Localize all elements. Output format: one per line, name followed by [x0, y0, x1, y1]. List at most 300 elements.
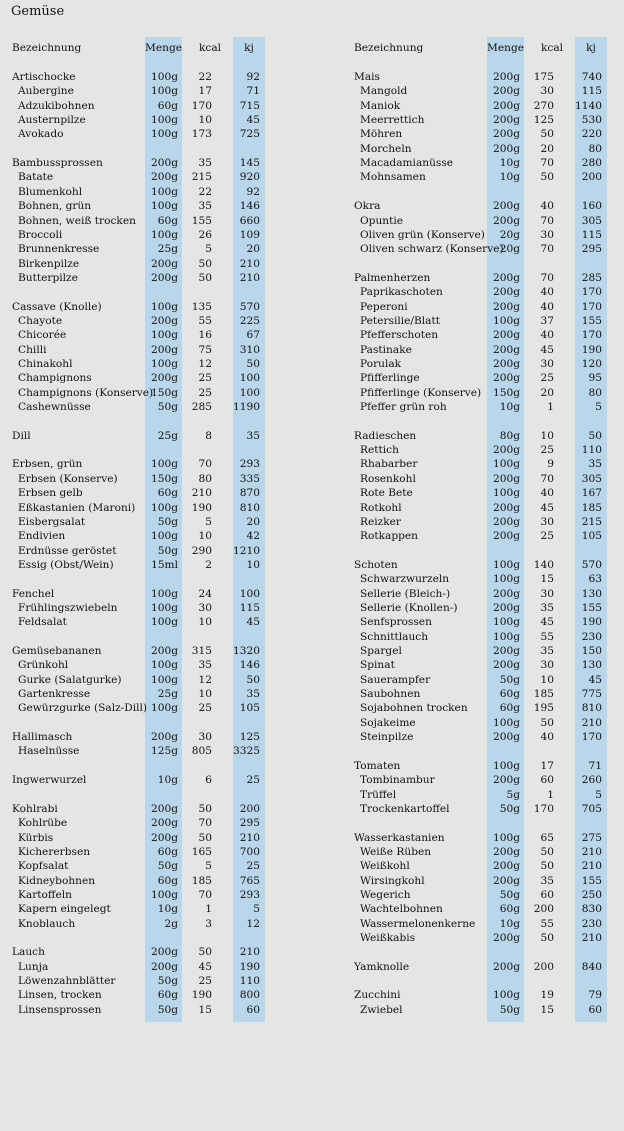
amount-cell: 200g [492, 99, 520, 112]
kcal-cell: 25 [198, 975, 212, 988]
kcal-cell: 30 [540, 659, 554, 672]
amount-cell: 200g [150, 831, 178, 844]
kcal-cell: 50 [540, 716, 554, 729]
kj-cell: 830 [581, 903, 602, 916]
kj-cell: 20 [246, 243, 260, 256]
amount-cell: 60g [157, 989, 178, 1002]
kj-cell: 280 [581, 157, 602, 170]
table-header [0, 41, 300, 55]
table-row [342, 587, 624, 601]
vegetable-name: Porulak [360, 358, 402, 370]
table-row [342, 314, 624, 328]
kj-cell: 100 [239, 587, 260, 600]
table-row [342, 701, 624, 715]
amount-cell: 100g [150, 888, 178, 901]
vegetable-name: Kohlrabi [12, 802, 58, 815]
kj-cell: 295 [581, 243, 602, 256]
kj-cell: 71 [588, 759, 602, 772]
page-title: Gemüse [11, 4, 65, 19]
table-row [0, 544, 300, 558]
vegetable-name: Wasserkastanien [354, 831, 445, 844]
kj-cell: 210 [239, 831, 260, 844]
vegetable-name: Champignons [18, 372, 92, 385]
vegetable-name: Chicorée [18, 329, 67, 342]
table-row [342, 343, 624, 357]
table-row [0, 859, 300, 873]
vegetable-name: Cashewnüsse [18, 401, 91, 414]
table-row [342, 558, 624, 572]
kcal-cell: 195 [533, 702, 554, 715]
vegetable-name: Schnittlauch [360, 630, 429, 643]
table-row [0, 214, 300, 228]
amount-cell: 100g [492, 831, 520, 844]
kcal-cell: 25 [198, 702, 212, 715]
kcal-cell: 45 [540, 343, 554, 356]
table-row [342, 673, 624, 687]
kj-cell: 335 [239, 472, 260, 485]
amount-cell: 200g [150, 946, 178, 959]
table-row [0, 902, 300, 916]
amount-cell: 200g [492, 587, 520, 600]
kj-cell: 25 [246, 860, 260, 873]
kj-cell: 230 [581, 630, 602, 643]
table-row [0, 744, 300, 758]
kj-cell: 105 [581, 530, 602, 543]
amount-cell: 200g [492, 845, 520, 858]
kj-cell: 210 [581, 845, 602, 858]
vegetable-name: Spargel [360, 645, 402, 657]
vegetable-name: Möhren [360, 128, 403, 141]
kj-cell: 260 [581, 774, 602, 787]
amount-cell: 200g [492, 932, 520, 944]
table-row [0, 343, 300, 357]
vegetable-name: Hallimasch [12, 731, 73, 744]
kj-cell: 12 [246, 917, 260, 930]
amount-cell: 100g [150, 114, 178, 127]
table-row [0, 99, 300, 113]
vegetable-name: Kürbis [18, 831, 54, 844]
amount-cell: 200g [492, 530, 520, 543]
amount-cell: 10g [499, 401, 520, 414]
kcal-cell: 185 [191, 874, 212, 887]
amount-cell: 200g [492, 501, 520, 514]
vegetable-name: Grünkohl [18, 659, 69, 672]
kj-cell: 120 [581, 358, 602, 370]
vegetable-name: Macadamianüsse [360, 157, 454, 170]
amount-cell: 100g [492, 487, 520, 500]
amount-cell: 10g [499, 917, 520, 930]
kcal-cell: 173 [191, 128, 212, 141]
kj-cell: 810 [239, 501, 260, 514]
kj-cell: 35 [246, 688, 260, 701]
amount-cell: 100g [150, 128, 178, 141]
table-row [0, 328, 300, 342]
vegetable-name: Knoblauch [18, 917, 76, 930]
table-row [0, 845, 300, 859]
amount-cell: 200g [492, 601, 520, 614]
amount-cell: 200g [492, 214, 520, 227]
amount-cell: 50g [157, 544, 178, 557]
kj-cell: 60 [588, 1003, 602, 1016]
vegetable-name: Wirsingkohl [360, 874, 425, 887]
kj-cell: 705 [581, 802, 602, 815]
vegetable-name: Opuntie [360, 214, 404, 227]
table-row [342, 199, 624, 213]
amount-cell: 60g [157, 99, 178, 112]
kj-cell: 160 [581, 200, 602, 213]
vegetable-name: Gurke (Salatgurke) [18, 673, 122, 686]
table-row [342, 170, 624, 184]
kj-cell: 170 [581, 731, 602, 744]
amount-cell: 100g [150, 601, 178, 614]
table-row [0, 558, 300, 572]
amount-cell: 100g [492, 759, 520, 772]
kj-cell: 200 [239, 802, 260, 815]
vegetable-name: Radieschen [354, 429, 417, 442]
table-row [0, 70, 300, 84]
vegetable-name: Kopfsalat [18, 860, 69, 873]
vegetable-name: Rote Bete [360, 487, 413, 500]
table-row [0, 802, 300, 816]
kj-cell: 230 [581, 917, 602, 930]
vegetable-name: Mohnsamen [360, 171, 426, 184]
amount-cell: 100g [492, 716, 520, 729]
kcal-cell: 805 [191, 745, 212, 758]
amount-cell: 50g [499, 802, 520, 815]
kcal-cell: 50 [198, 802, 212, 815]
vegetable-name: Tombinambur [360, 774, 435, 787]
kcal-cell: 50 [198, 257, 212, 270]
kcal-cell: 50 [198, 271, 212, 284]
vegetable-name: Kartoffeln [18, 888, 72, 901]
amount-cell: 200g [492, 860, 520, 873]
vegetable-name: Morcheln [360, 142, 412, 155]
kcal-cell: 210 [191, 487, 212, 500]
vegetable-name: Weißkohl [360, 860, 410, 873]
table-row [0, 515, 300, 529]
vegetable-name: Mais [354, 71, 380, 83]
kcal-cell: 185 [533, 688, 554, 701]
kcal-cell: 9 [547, 458, 554, 471]
amount-cell: 60g [499, 903, 520, 916]
amount-cell: 100g [150, 300, 178, 313]
table-row [0, 960, 300, 974]
amount-cell: 200g [492, 300, 520, 313]
kcal-cell: 12 [198, 358, 212, 370]
table-row [342, 242, 624, 256]
table-row [342, 472, 624, 486]
header-menge: Menge [487, 42, 524, 54]
kcal-cell: 55 [540, 630, 554, 643]
kcal-cell: 26 [198, 228, 212, 241]
amount-cell: 60g [157, 487, 178, 500]
vegetable-name: Bohnen, grün [18, 200, 92, 213]
amount-cell: 100g [150, 228, 178, 241]
kcal-cell: 165 [191, 845, 212, 858]
table-row [0, 170, 300, 184]
table-row [342, 300, 624, 314]
table-row [0, 429, 300, 443]
kj-cell: 80 [588, 142, 602, 155]
vegetable-name: Oliven grün (Konserve) [360, 228, 485, 241]
amount-cell: 50g [157, 1003, 178, 1016]
kj-cell: 1140 [575, 99, 602, 112]
kcal-cell: 315 [191, 645, 212, 657]
kcal-cell: 8 [205, 429, 212, 442]
vegetable-name: Gewürzgurke (Salz-Dill) [18, 702, 148, 715]
amount-cell: 25g [157, 243, 178, 256]
amount-cell: 200g [492, 271, 520, 284]
amount-cell: 100g [150, 71, 178, 83]
kcal-cell: 200 [533, 960, 554, 973]
amount-cell: 100g [150, 702, 178, 715]
table-row [342, 917, 624, 931]
amount-cell: 200g [150, 314, 178, 327]
kcal-cell: 10 [198, 688, 212, 701]
kj-cell: 167 [581, 487, 602, 500]
kcal-cell: 5 [205, 515, 212, 528]
table-row [342, 457, 624, 471]
vegetable-name: Essig (Obst/Wein) [18, 558, 114, 571]
table-row [0, 988, 300, 1002]
table-row [0, 701, 300, 715]
table-row [0, 127, 300, 141]
kcal-cell: 30 [540, 228, 554, 241]
kcal-cell: 40 [540, 487, 554, 500]
kj-cell: 1190 [233, 401, 260, 414]
kj-cell: 775 [581, 688, 602, 701]
kcal-cell: 30 [198, 731, 212, 744]
vegetable-name: Spinat [360, 659, 395, 672]
table-row [342, 285, 624, 299]
amount-cell: 125g [150, 745, 178, 758]
table-row [0, 185, 300, 199]
amount-cell: 200g [492, 874, 520, 887]
kj-cell: 45 [246, 114, 260, 127]
amount-cell: 100g [150, 659, 178, 672]
kj-cell: 95 [588, 372, 602, 385]
kcal-cell: 25 [540, 372, 554, 385]
kj-cell: 285 [581, 271, 602, 284]
vegetable-name: Peperoni [360, 300, 408, 313]
vegetable-name: Birkenpilze [18, 257, 80, 270]
kj-cell: 115 [581, 85, 602, 98]
kj-cell: 155 [581, 601, 602, 614]
table-row [342, 386, 624, 400]
vegetable-name: Feldsalat [18, 616, 67, 629]
kj-cell: 1210 [233, 544, 260, 557]
amount-cell: 200g [492, 329, 520, 342]
kj-cell: 67 [246, 329, 260, 342]
kj-cell: 810 [581, 702, 602, 715]
amount-cell: 200g [492, 960, 520, 973]
table-row [0, 156, 300, 170]
vegetable-name: Reizker [360, 515, 401, 528]
kcal-cell: 70 [540, 214, 554, 227]
kcal-cell: 270 [533, 99, 554, 112]
kcal-cell: 37 [540, 314, 554, 327]
table-row [342, 902, 624, 916]
amount-cell: 20g [499, 243, 520, 256]
vegetable-name: Cassave (Knolle) [12, 300, 102, 313]
table-row [342, 357, 624, 371]
table-row [0, 472, 300, 486]
kcal-cell: 215 [191, 171, 212, 184]
kcal-cell: 10 [198, 114, 212, 127]
table-row [0, 486, 300, 500]
table-row [342, 773, 624, 787]
table-row [0, 84, 300, 98]
table-row [0, 831, 300, 845]
vegetable-name: Paprikaschoten [360, 286, 443, 299]
amount-cell: 100g [150, 587, 178, 600]
table-row [0, 773, 300, 787]
table-row [342, 328, 624, 342]
amount-cell: 150g [150, 472, 178, 485]
kcal-cell: 10 [540, 429, 554, 442]
kj-cell: 71 [246, 85, 260, 98]
kcal-cell: 22 [198, 71, 212, 83]
kj-cell: 146 [239, 200, 260, 213]
table-row [342, 802, 624, 816]
table-row [342, 127, 624, 141]
kj-cell: 92 [246, 185, 260, 198]
amount-cell: 100g [150, 329, 178, 342]
kcal-cell: 55 [198, 314, 212, 327]
kcal-cell: 50 [540, 128, 554, 141]
kj-cell: 530 [581, 114, 602, 127]
table-row [342, 960, 624, 974]
kcal-cell: 19 [540, 989, 554, 1002]
kcal-cell: 285 [191, 401, 212, 414]
kj-cell: 63 [588, 573, 602, 586]
amount-cell: 100g [150, 501, 178, 514]
header-kcal: kcal [198, 42, 222, 54]
table-row [0, 888, 300, 902]
vegetable-name: Okra [354, 200, 381, 213]
vegetable-name: Broccoli [18, 228, 63, 241]
vegetable-name: Maniok [360, 99, 401, 112]
amount-cell: 5g [506, 788, 520, 801]
table-row [342, 874, 624, 888]
kj-cell: 305 [581, 472, 602, 485]
kcal-cell: 30 [540, 85, 554, 98]
kcal-cell: 135 [191, 300, 212, 313]
kcal-cell: 12 [198, 673, 212, 686]
amount-cell: 200g [150, 157, 178, 170]
vegetable-name: Meerrettich [360, 114, 425, 127]
kcal-cell: 5 [205, 243, 212, 256]
vegetable-name: Gemüsebananen [12, 645, 102, 657]
kj-cell: 150 [581, 645, 602, 657]
vegetable-name: Erbsen gelb [18, 487, 83, 500]
table-row [0, 400, 300, 414]
table-row [342, 99, 624, 113]
vegetable-name: Gartenkresse [18, 688, 91, 701]
vegetable-name: Weiße Rüben [360, 845, 432, 858]
table-row [342, 443, 624, 457]
amount-cell: 2g [164, 917, 178, 930]
amount-cell: 60g [157, 874, 178, 887]
kcal-cell: 45 [540, 501, 554, 514]
table-row [342, 572, 624, 586]
table-row [342, 1003, 624, 1017]
kj-cell: 220 [581, 128, 602, 141]
vegetable-name: Rotkohl [360, 501, 402, 514]
kj-cell: 115 [581, 228, 602, 241]
vegetable-name: Austernpilze [18, 114, 86, 127]
kj-cell: 92 [246, 71, 260, 83]
amount-cell: 60g [499, 688, 520, 701]
vegetable-name: Champignons (Konserve) [18, 386, 154, 399]
vegetable-name: Ingwerwurzel [12, 774, 87, 787]
vegetable-name: Pfeffer grün roh [360, 401, 447, 414]
kcal-cell: 140 [533, 558, 554, 571]
kj-cell: 50 [246, 358, 260, 370]
kj-cell: 210 [581, 932, 602, 944]
table-row [342, 486, 624, 500]
table-row [0, 371, 300, 385]
vegetable-name: Trockenkartoffel [360, 802, 450, 815]
amount-cell: 25g [157, 429, 178, 442]
table-row [0, 601, 300, 615]
vegetable-name: Trüffel [360, 788, 397, 801]
kcal-cell: 55 [540, 917, 554, 930]
kj-cell: 155 [581, 874, 602, 887]
kcal-cell: 50 [540, 845, 554, 858]
kj-cell: 660 [239, 214, 260, 227]
table-row [0, 644, 300, 658]
vegetable-name: Senfsprossen [360, 616, 432, 629]
table-row [0, 673, 300, 687]
amount-cell: 200g [492, 472, 520, 485]
amount-cell: 50g [499, 673, 520, 686]
kj-cell: 293 [239, 458, 260, 471]
amount-cell: 50g [157, 860, 178, 873]
vegetable-name: Chilli [18, 343, 47, 356]
kj-cell: 725 [239, 128, 260, 141]
table-row [0, 1003, 300, 1017]
kj-cell: 25 [246, 774, 260, 787]
kj-cell: 42 [246, 530, 260, 543]
amount-cell: 60g [157, 845, 178, 858]
vegetable-name: Sauerampfer [360, 673, 431, 686]
vegetable-name: Butterpilze [18, 271, 78, 284]
table-row [0, 945, 300, 959]
amount-cell: 10g [499, 171, 520, 184]
vegetable-name: Löwenzahnblätter [18, 975, 116, 988]
kj-cell: 920 [239, 171, 260, 184]
vegetable-name: Linsensprossen [18, 1003, 102, 1016]
vegetable-name: Batate [18, 171, 54, 184]
table-row [0, 113, 300, 127]
kj-cell: 870 [239, 487, 260, 500]
kcal-cell: 50 [198, 831, 212, 844]
kcal-cell: 60 [540, 774, 554, 787]
kcal-cell: 1 [547, 401, 554, 414]
kj-cell: 20 [246, 515, 260, 528]
table-row [0, 974, 300, 988]
kcal-cell: 170 [533, 802, 554, 815]
kj-cell: 100 [239, 386, 260, 399]
kcal-cell: 70 [198, 817, 212, 830]
kcal-cell: 6 [205, 774, 212, 787]
kcal-cell: 190 [191, 989, 212, 1002]
kcal-cell: 70 [540, 157, 554, 170]
kcal-cell: 60 [540, 888, 554, 901]
vegetable-name: Wachtelbohnen [360, 903, 443, 916]
kcal-cell: 5 [205, 860, 212, 873]
